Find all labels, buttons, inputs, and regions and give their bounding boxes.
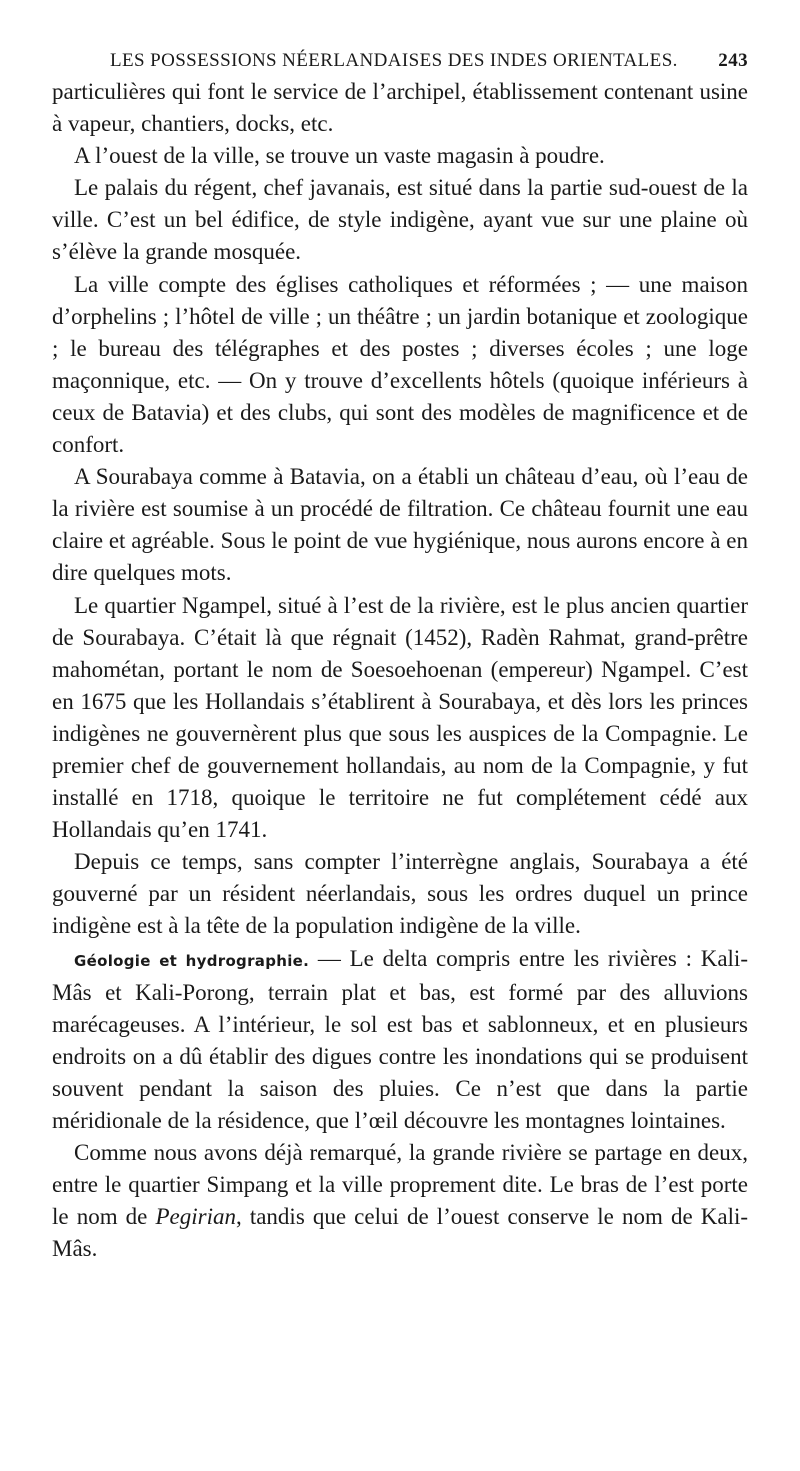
section-heading-geology: Géologie et hydrographie. — [74, 951, 310, 970]
paragraph-river-branches — [52, 1137, 748, 1265]
paragraph-regent-palace: Le palais du régent, chef javanais, est situé dans la partie sud-ouest de la ville. C’est un bel édifice, de style indigène, ayant vue sur une plaine où s’élève la grande mosquée. — [52, 175, 748, 265]
river-text-after: , tandis que celui de l’ouest conserve le nom de Kali-Mâs. — [52, 1204, 749, 1262]
paragraph-ngampel-quarter: Le quartier Ngampel, situé à l’est de la rivière, est le plus ancien quartier de Sourabaya. C’était là que régnait (1452), Radèn Rahmat, grand-prêtre mahométan, portant le nom de Soesoehoenan (empereur) Ngampel. C’est en 1675 que les Hollandais s’établirent à Sourabaya, et dès lors les princes indigènes ne gouvernèrent plus que sous les auspices de la Compagnie. Le premier chef de gouvernement hollandais, au nom de la Compagnie, y fut installé en 1718, quoique le territoire ne fut complétement cédé aux Hollandais qu’en 1741. — [52, 592, 748, 843]
paragraph-government: Depuis ce temps, sans compter l’interrègne anglais, Sourabaya a été gouverné par un résident néerlandais, sous les ordres duquel un prince indigène est à la tête de la population indigène de la ville. — [52, 849, 748, 939]
page-number: 243 — [718, 50, 748, 71]
paragraph-powder-magazine: A l’ouest de la ville, se trouve un vaste magasin à poudre. — [74, 143, 605, 169]
running-head — [52, 50, 748, 72]
river-text-before: Comme nous avons déjà remarqué, la grande rivière se partage en deux, entre le quartier Simpang et la ville proprement dite. Le bras de l’est porte le nom de — [52, 1140, 748, 1230]
river-name-italic: Pegirian — [155, 1204, 236, 1230]
paragraph-water-tower: A Sourabaya comme à Batavia, on a établi un château d’eau, où l’eau de la rivière est soumise à un procédé de filtration. Ce château fournit une eau claire et agréable. Sous le point de vue hygiénique, nous aurons encore à en dire quelques mots. — [52, 464, 748, 586]
geology-text: — Le delta compris entre les rivières : Kali-Mâs et Kali-Porong, terrain plat et bas, est formé par des alluvions marécageuses. A l’intérieur, le sol est bas et sablonneux, et en plusieurs endroits on a dû établir des digues contre les inondations qui se produisent souvent pendant la saison des pluies. Ce n’est que dans la partie méridionale de la résidence, que l’œil découvre les montagnes lointaines. — [52, 945, 748, 1133]
paragraph-continuation: particulières qui font le service de l’archipel, établissement contenant usine à vapeur, chantiers, docks, etc. — [52, 79, 748, 137]
running-title: LES POSSESSIONS NÉERLANDAISES DES INDES ORIENTALES. — [110, 50, 678, 71]
body-text — [52, 76, 748, 1265]
paragraph-city-buildings: La ville compte des églises catholiques et réformées ; — une maison d’orphelins ; l’hôtel de ville ; un théâtre ; un jardin botanique et zoologique ; le bureau des télégraphes et des postes ; diverses écoles ; une loge maçonnique, etc. — On y trouve d’excellents hôtels (quoique inférieurs à ceux de Batavia) et des clubs, qui sont des modèles de magnificence et de confort. — [52, 271, 748, 458]
paragraph-geology — [52, 943, 748, 1138]
